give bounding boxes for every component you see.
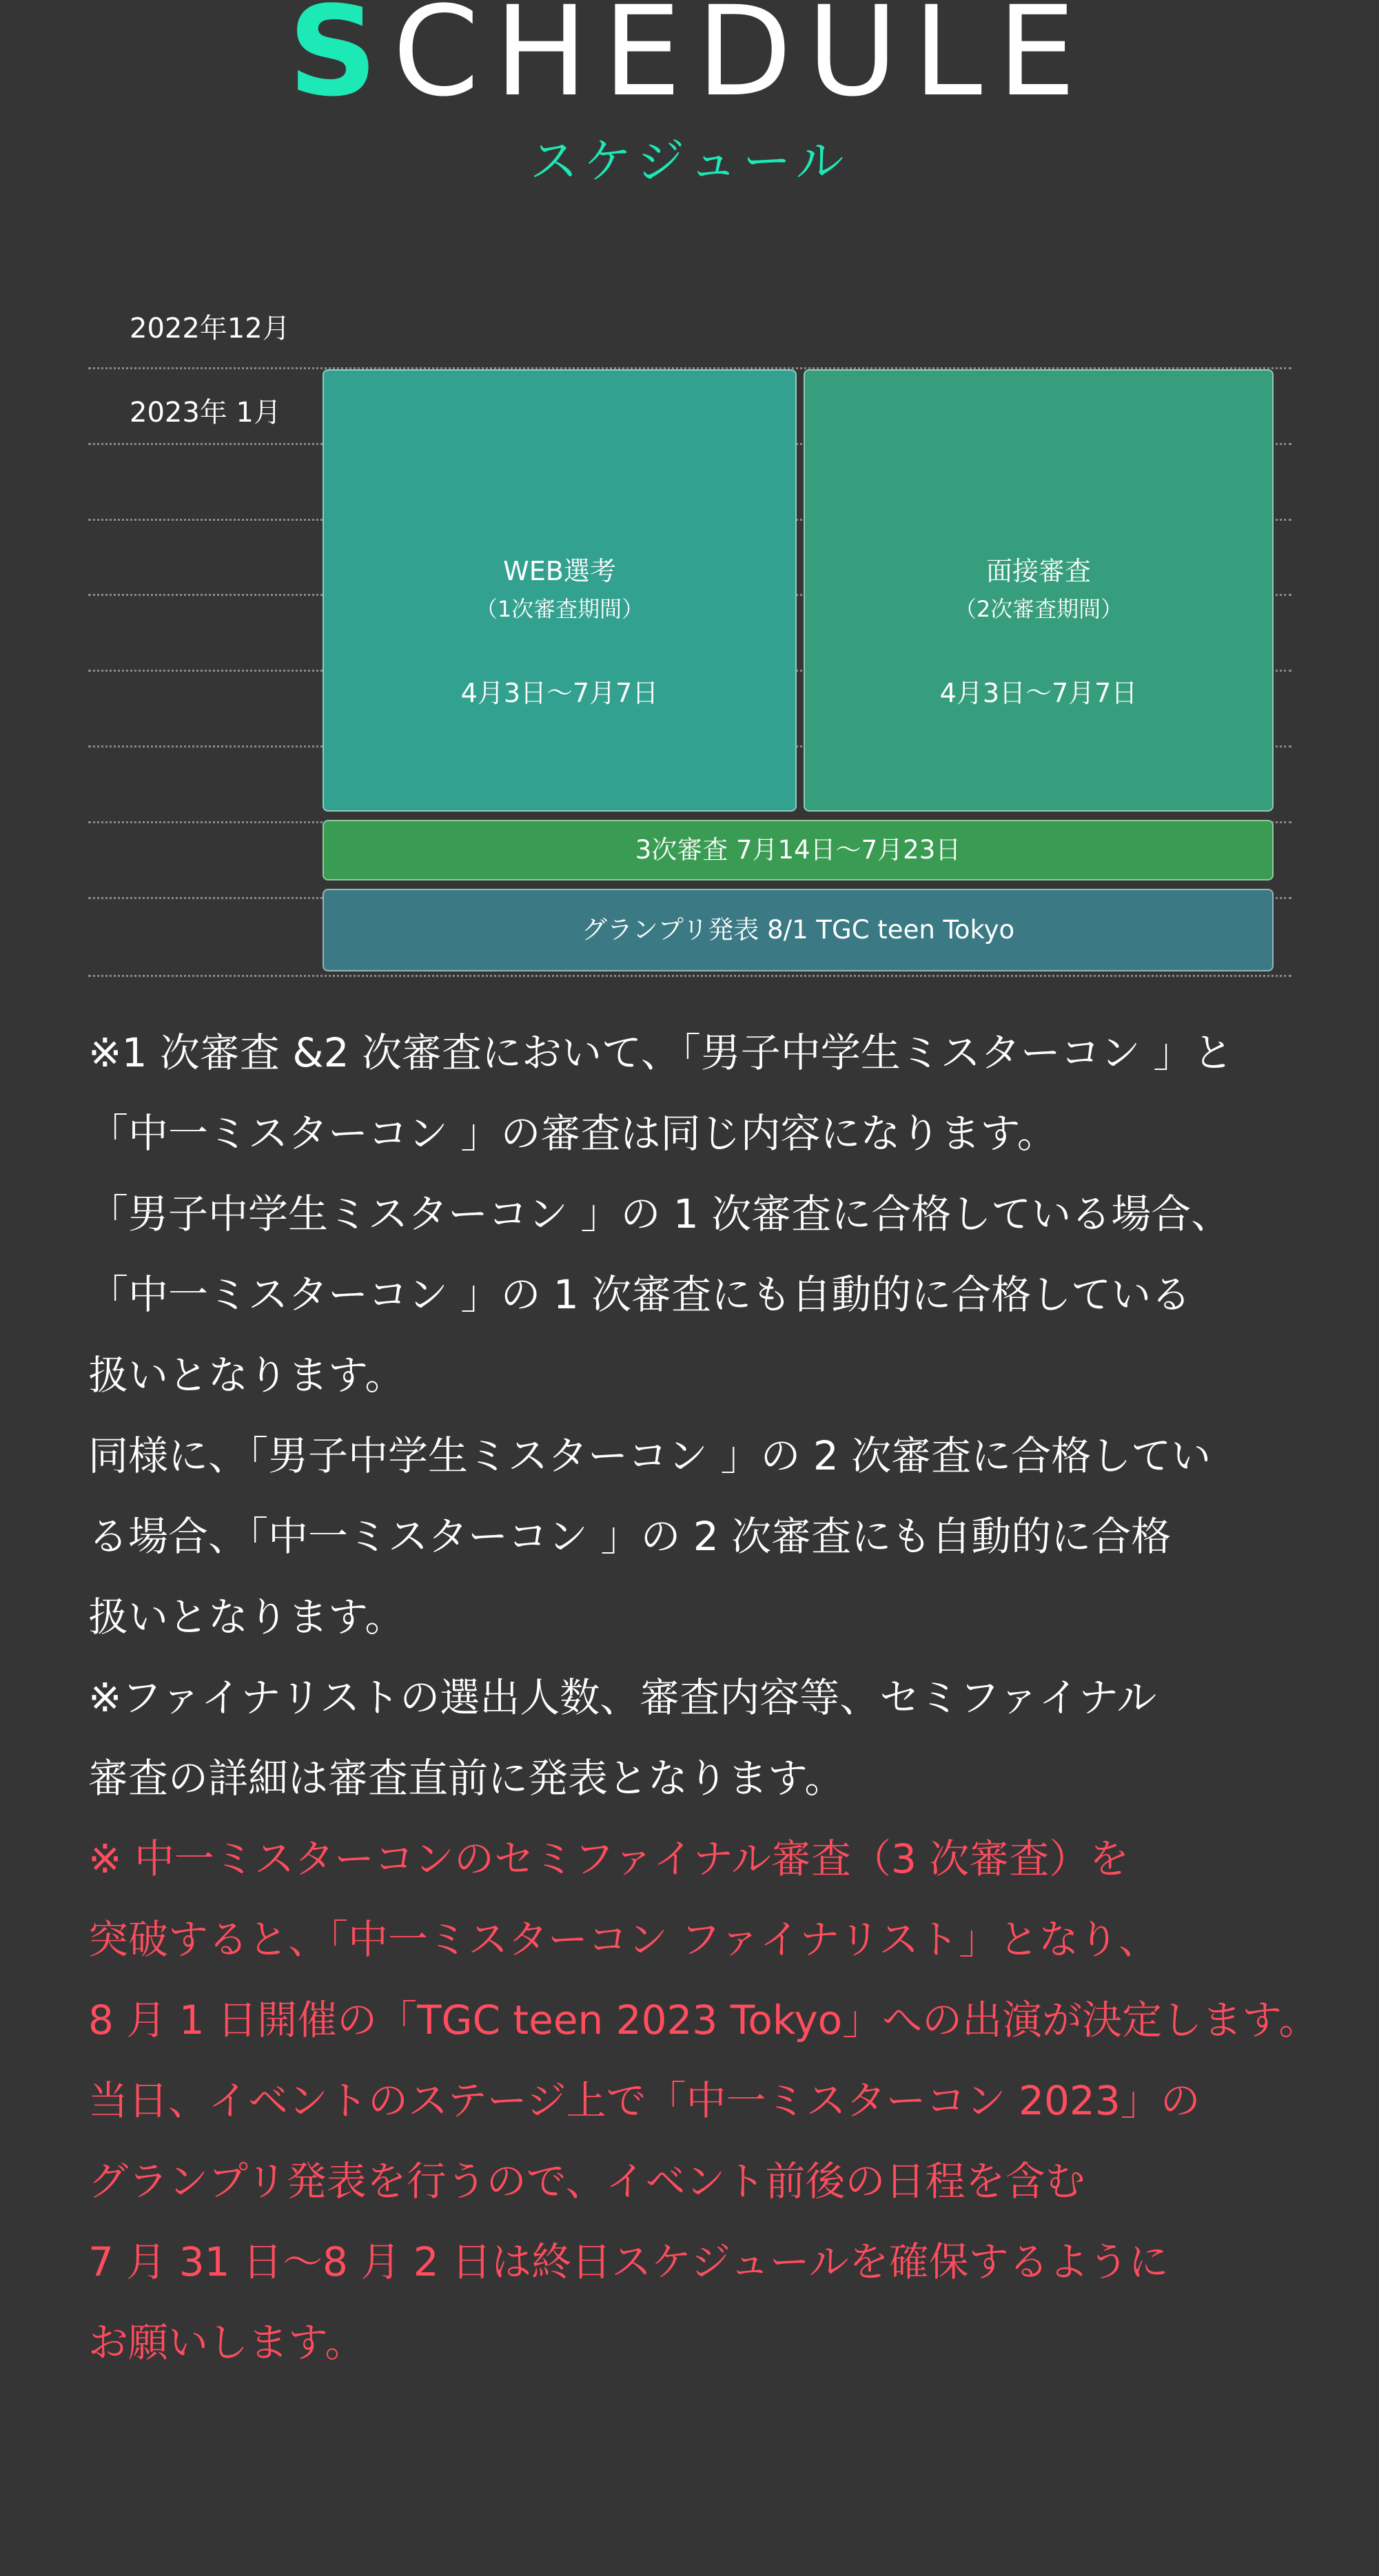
- warning-note-line: 当日、イベントのステージ上で「中一ミスターコン 2023」の: [88, 2077, 1201, 2124]
- schedule-timeline: [88, 289, 1291, 978]
- warning-note-line: グランプリ発表を行うので、イベント前後の日程を含む: [88, 2158, 1085, 2205]
- warning-note-line: ※ 中一ミスターコンのセミファイナル審査（3 次審査）を: [88, 1835, 1130, 1882]
- warning-note-line: お願いします。: [88, 2319, 365, 2366]
- web-selection-sub: （1次審査期間）: [475, 596, 644, 622]
- interview-sub: （2次審査期間）: [954, 596, 1123, 622]
- warning-note-line: 8 月 1 日開催の「TGC teen 2023 Tokyo」への出演が決定します。: [88, 1997, 1319, 2043]
- schedule-notes: [88, 1013, 1329, 2383]
- page-title: [0, 0, 1379, 124]
- warning-note-line: 突破すると、「中一ミスターコン ファイナリスト」となり、: [88, 1916, 1159, 1963]
- note-line: 扱いとなります。: [88, 1594, 405, 1640]
- page-subtitle: スケジュール: [529, 133, 850, 189]
- note-line: ※ファイナリストの選出人数、審査内容等、セミファイナル: [88, 1674, 1157, 1721]
- web-selection-name: WEB選考: [503, 556, 616, 586]
- title-accent-letter: S: [288, 0, 393, 124]
- web-selection-block: [323, 369, 797, 812]
- note-line: ※1 次審査 &2 次審査において、「男子中学生ミスターコン 」と: [88, 1029, 1234, 1076]
- web-selection-date: 4月3日〜7月7日: [460, 678, 659, 708]
- interview-date: 4月3日〜7月7日: [939, 678, 1138, 708]
- interview-name: 面接審査: [985, 556, 1091, 586]
- grid-line: [88, 975, 1291, 977]
- interview-block: [804, 369, 1274, 812]
- note-line: 扱いとなります。: [88, 1352, 405, 1399]
- note-line: る場合、「中一ミスターコン 」の 2 次審査にも自動的に合格: [88, 1513, 1172, 1560]
- grand-prix-block: グランプリ発表 8/1 TGC teen Tokyo: [323, 889, 1274, 971]
- note-line: 同様に、「男子中学生ミスターコン 」の 2 次審査に合格してい: [88, 1432, 1212, 1479]
- month-label: 2023年 1月: [130, 397, 281, 429]
- title-rest: CHEDULE: [392, 0, 1091, 124]
- note-line: 「男子中学生ミスターコン 」の 1 次審査に合格している場合、: [88, 1191, 1232, 1237]
- note-line: 審査の詳細は審査直前に発表となります。: [88, 1755, 845, 1802]
- warning-note-line: 7 月 31 日〜8 月 2 日は終日スケジュールを確保するように: [88, 2238, 1169, 2285]
- third-review-block: 3次審査 7月14日〜7月23日: [323, 820, 1274, 880]
- note-line: 「中一ミスターコン 」の 1 次審査にも自動的に合格している: [88, 1271, 1192, 1318]
- note-line: 「中一ミスターコン 」の審査は同じ内容になります。: [88, 1110, 1057, 1157]
- month-label: 2022年12月: [130, 313, 290, 344]
